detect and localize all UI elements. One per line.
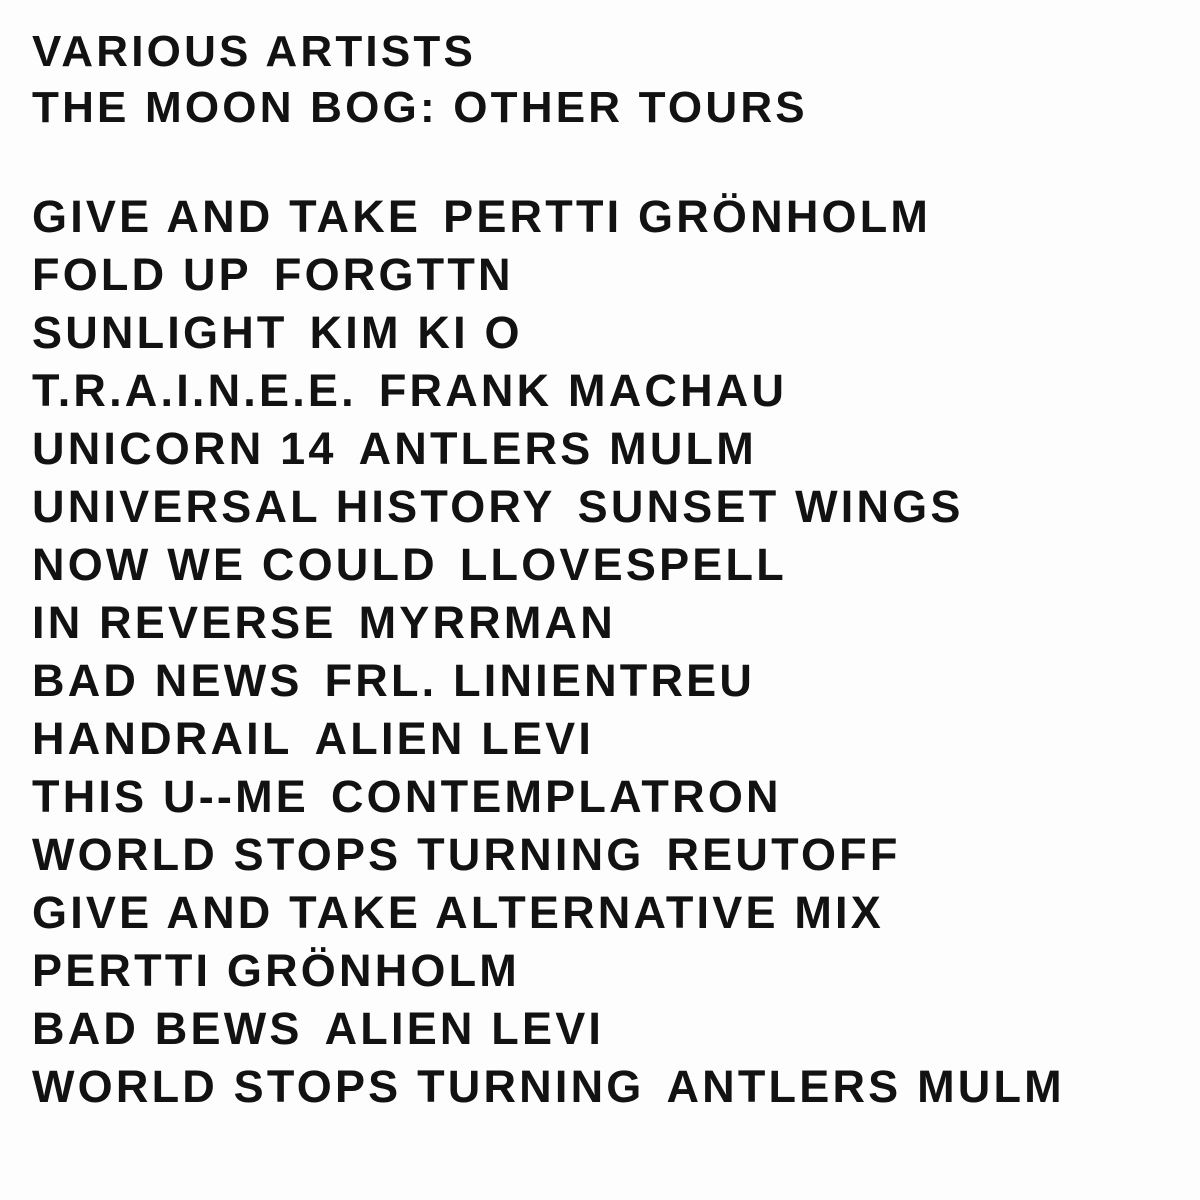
track-row bbox=[32, 246, 1170, 304]
track-artist: FRL. LINIENTREU bbox=[324, 655, 756, 706]
track-title: UNICORN 14 bbox=[32, 423, 337, 474]
track-title: HANDRAIL bbox=[32, 713, 293, 764]
tracklist bbox=[32, 188, 1170, 1116]
track-artist: CONTEMPLATRON bbox=[330, 771, 782, 822]
track-artist: FRANK MACHAU bbox=[378, 365, 788, 416]
track-row bbox=[32, 1058, 1170, 1116]
track-artist: PERTTI GRÖNHOLM bbox=[32, 945, 520, 996]
track-row bbox=[32, 304, 1170, 362]
track-row bbox=[32, 826, 1170, 884]
track-row bbox=[32, 420, 1170, 478]
track-title: WORLD STOPS TURNING bbox=[32, 829, 645, 880]
track-artist: FORGTTN bbox=[273, 249, 514, 300]
track-artist: ALIEN LEVI bbox=[314, 713, 595, 764]
track-title: IN REVERSE bbox=[32, 597, 337, 648]
track-row bbox=[32, 188, 1170, 246]
track-artist: PERTTI GRÖNHOLM bbox=[443, 191, 932, 242]
track-row bbox=[32, 942, 1170, 1000]
track-title: WORLD STOPS TURNING bbox=[32, 1061, 645, 1112]
track-title: FOLD UP bbox=[32, 249, 252, 300]
track-title: THIS U--ME bbox=[32, 771, 309, 822]
track-row bbox=[32, 710, 1170, 768]
release-artist: VARIOUS ARTISTS bbox=[32, 27, 477, 76]
track-artist: LLOVESPELL bbox=[459, 539, 787, 590]
track-artist: ANTLERS MULM bbox=[358, 423, 757, 474]
release-title: THE MOON BOG: OTHER TOURS bbox=[32, 83, 808, 132]
track-artist: ANTLERS MULM bbox=[666, 1061, 1065, 1112]
track-row bbox=[32, 362, 1170, 420]
track-title: UNIVERSAL HISTORY bbox=[32, 481, 556, 532]
track-title: BAD NEWS bbox=[32, 655, 303, 706]
track-artist: KIM KI O bbox=[309, 307, 523, 358]
track-artist: MYRRMAN bbox=[358, 597, 616, 648]
track-row bbox=[32, 652, 1170, 710]
track-row bbox=[32, 884, 1170, 942]
release-header bbox=[32, 24, 1170, 136]
header-tracklist-divider bbox=[32, 142, 1170, 188]
track-row bbox=[32, 536, 1170, 594]
track-artist: SUNSET WINGS bbox=[577, 481, 964, 532]
track-row bbox=[32, 768, 1170, 826]
track-row bbox=[32, 1000, 1170, 1058]
track-title: T.R.A.I.N.E.E. bbox=[32, 365, 357, 416]
track-artist: ALIEN LEVI bbox=[324, 1003, 605, 1054]
track-title: SUNLIGHT bbox=[32, 307, 288, 358]
track-artist: REUTOFF bbox=[666, 829, 901, 880]
track-title: NOW WE COULD bbox=[32, 539, 438, 590]
track-title: GIVE AND TAKE bbox=[32, 191, 422, 242]
track-title: GIVE AND TAKE ALTERNATIVE MIX bbox=[32, 887, 884, 938]
track-row bbox=[32, 478, 1170, 536]
track-title: BAD BEWS bbox=[32, 1003, 303, 1054]
track-row bbox=[32, 594, 1170, 652]
